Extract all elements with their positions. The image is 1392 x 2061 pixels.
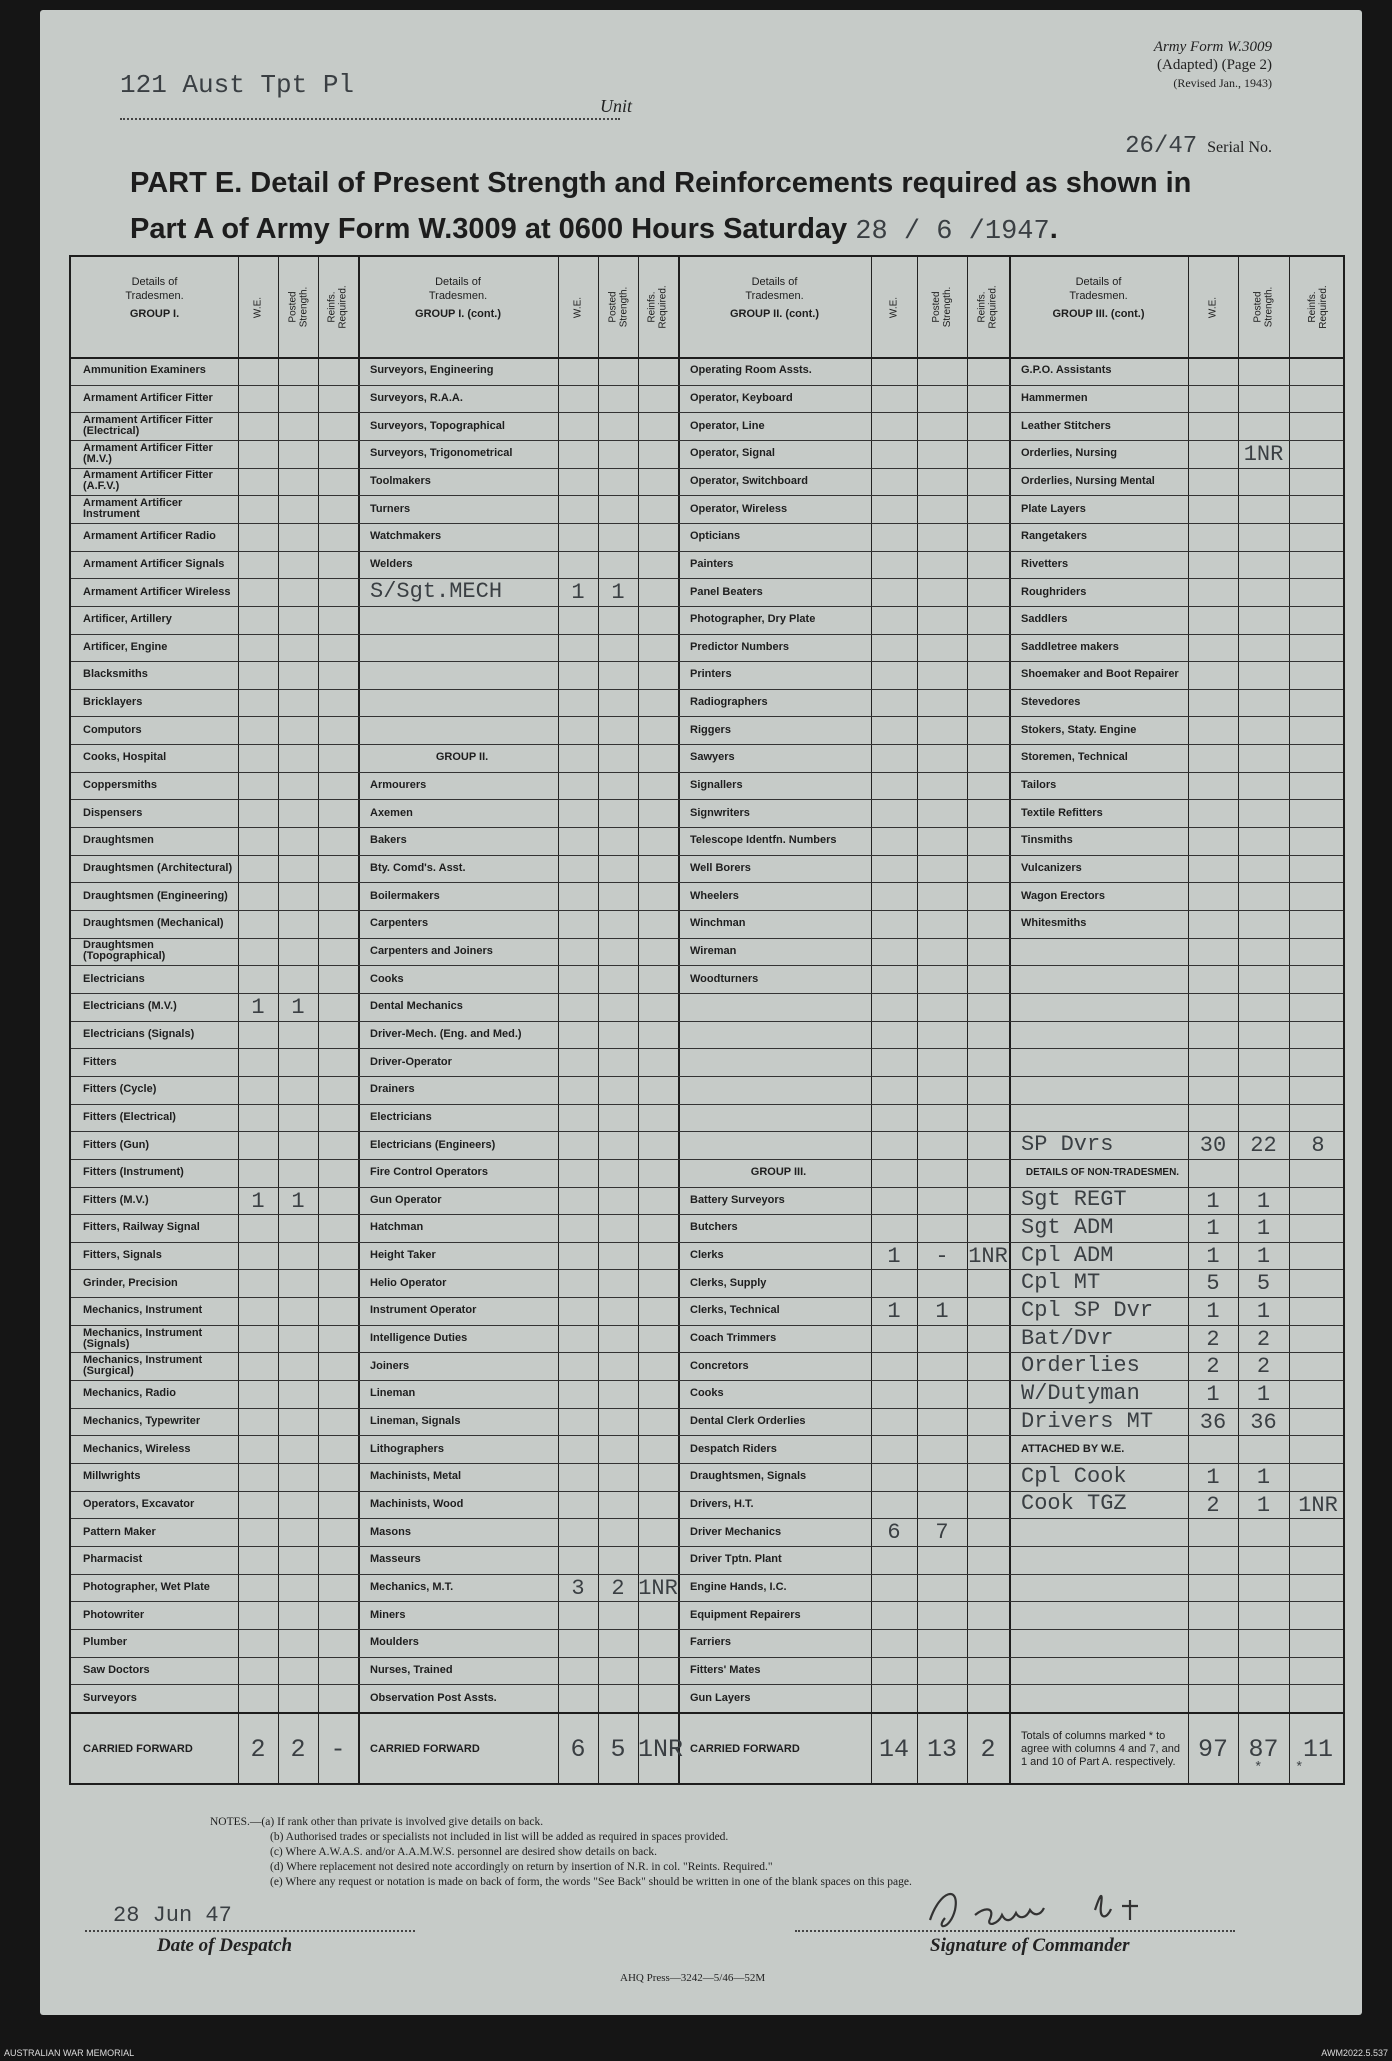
trade-label: Dental Mechanics — [370, 1000, 463, 1013]
strength-value: 36 — [1250, 1409, 1277, 1435]
header-details: Details of Tradesmen. GROUP II. (cont.) — [678, 275, 871, 321]
total-value: 1NR — [638, 1734, 684, 1764]
trade-label: Fire Control Operators — [370, 1166, 488, 1179]
section-heading: GROUP II. — [435, 751, 489, 764]
trade-label: Electricians (Engineers) — [370, 1138, 496, 1151]
header-posted: Posted Strength. — [931, 286, 953, 328]
trade-label: Armament Artificer Fitter — [83, 391, 213, 404]
unit-underline — [120, 118, 620, 120]
trade-label: Stokers, Staty. Engine — [1021, 723, 1137, 736]
trade-label: Surveyors, Topographical — [370, 419, 505, 432]
trade-label: Electricians (M.V.) — [83, 1000, 177, 1013]
strength-value: 2 — [611, 1575, 625, 1601]
trade-label: Coach Trimmers — [690, 1332, 777, 1345]
typed-entry: Cpl ADM — [1021, 1242, 1114, 1268]
typed-entry: Bat/Dvr — [1021, 1325, 1114, 1351]
trade-label: Lithographers — [370, 1442, 444, 1455]
trade-label: Cooks, Hospital — [83, 751, 167, 764]
trade-label: Operator, Switchboard — [690, 474, 808, 487]
trade-label: Electricians — [83, 972, 145, 985]
strength-value: 1NR — [638, 1575, 678, 1601]
carried-forward-label: CARRIED FORWARD — [690, 1742, 800, 1755]
strength-value: 1 — [291, 994, 305, 1020]
trade-label: Battery Surveyors — [690, 1193, 785, 1206]
typed-entry: Cpl MT — [1021, 1270, 1101, 1296]
trade-label: Operators, Excavator — [83, 1497, 195, 1510]
strength-value: 2 — [1206, 1354, 1220, 1380]
trade-label: Draughtsmen (Engineering) — [83, 889, 228, 902]
trade-label: Boilermakers — [370, 889, 440, 902]
total-value: 2 — [290, 1734, 306, 1764]
header-reinfs: Reinfs. Required. — [1307, 285, 1329, 329]
trade-label: Fitters (Cycle) — [83, 1083, 157, 1096]
trade-label: Lineman — [370, 1387, 416, 1400]
header-reinfs: Reinfs. Required. — [327, 285, 350, 329]
strength-value: - — [935, 1243, 949, 1269]
trade-label: Hatchman — [370, 1221, 424, 1234]
trade-label: Sawyers — [690, 751, 735, 764]
despatch-underline — [85, 1930, 415, 1932]
trade-label: Driver Mechanics — [690, 1525, 782, 1538]
strength-value: 3 — [571, 1575, 585, 1601]
total-value: 6 — [570, 1734, 586, 1764]
serial-label: Serial No. — [1207, 139, 1272, 156]
strength-value: 1 — [1206, 1382, 1220, 1408]
trade-label: Moulders — [370, 1636, 419, 1649]
strength-value: 1NR — [968, 1243, 1008, 1269]
trade-label: Photowriter — [83, 1608, 145, 1621]
trade-label: Fitters — [83, 1055, 117, 1068]
trade-label: ATTACHED BY W.E. — [1021, 1442, 1125, 1455]
title-line1: PART E. Detail of Present Strength and Reinforcements required as shown in — [130, 167, 1192, 199]
total-value: 97 — [1197, 1734, 1228, 1764]
strength-value: 6 — [887, 1520, 901, 1546]
typed-entry: Sgt ADM — [1021, 1214, 1114, 1240]
strength-value: 1 — [1256, 1216, 1271, 1242]
header-reinfs: Reinfs. Required. — [977, 285, 1000, 329]
trade-label: Draughtsmen, Signals — [690, 1470, 807, 1483]
trade-label: Blacksmiths — [83, 668, 148, 681]
header-details: Details of Tradesmen. GROUP I. (cont.) — [358, 275, 558, 321]
archive-id: AWM2022.5.537 — [1321, 2048, 1388, 2058]
trade-label: Draughtsmen — [83, 834, 154, 847]
trade-label: Pattern Maker — [83, 1525, 156, 1538]
archive-credit: AUSTRALIAN WAR MEMORIAL — [4, 2048, 135, 2058]
strength-value: 1 — [1206, 1299, 1220, 1325]
trade-label: Turners — [370, 502, 411, 515]
trade-label: Fitters, Railway Signal — [83, 1221, 200, 1234]
trade-label: Fitters (M.V.) — [83, 1193, 149, 1206]
trade-label: Fitters (Gun) — [83, 1138, 149, 1151]
trade-label: Mechanics, Typewriter — [83, 1415, 201, 1427]
trade-label: Fitters (Electrical) — [83, 1110, 176, 1123]
trade-label: Clerks, Supply — [690, 1276, 767, 1289]
trade-label: Electricians — [370, 1110, 432, 1123]
trade-label: Mechanics, Instrument (Surgical) — [83, 1354, 203, 1378]
trade-label: Bricklayers — [83, 696, 143, 709]
trade-label: Operator, Keyboard — [690, 391, 793, 404]
trade-label: Woodturners — [690, 972, 759, 985]
trade-label: Telescope Identfn. Numbers — [690, 834, 837, 847]
despatch-date-value: 28 Jun 47 — [113, 1903, 232, 1928]
carried-forward-label: CARRIED FORWARD — [370, 1742, 480, 1755]
header-posted: Posted Strength. — [607, 286, 630, 328]
trade-label: Clerks, Technical — [690, 1304, 780, 1317]
strength-value: 5 — [1206, 1271, 1220, 1297]
signature-underline — [795, 1930, 1235, 1932]
strength-value: 1 — [887, 1243, 901, 1269]
strength-value: 1 — [251, 994, 265, 1020]
trade-label: Hammermen — [1021, 391, 1088, 404]
typed-entry: Sgt REGT — [1021, 1187, 1127, 1213]
total-value: 13 — [926, 1734, 957, 1764]
trade-label: Photographer, Wet Plate — [83, 1580, 210, 1593]
trade-label: Coppersmiths — [83, 779, 157, 792]
trade-label: Despatch Riders — [690, 1442, 777, 1455]
strength-value: 1 — [611, 580, 625, 606]
strength-value: 1NR — [1298, 1492, 1338, 1518]
trade-label: Surveyors, R.A.A. — [370, 391, 463, 404]
trade-label: Drivers, H.T. — [690, 1497, 754, 1510]
trade-label: Operating Room Assts. — [690, 364, 812, 377]
strength-value: 1 — [1206, 1243, 1220, 1269]
trade-label: Masseurs — [370, 1553, 421, 1566]
note-c: (c) Where A.W.A.S. and/or A.A.M.W.S. personnel are desired show details on back. — [270, 1846, 657, 1858]
note-a: NOTES.—(a) If rank other than private is involved give details on back. — [210, 1816, 544, 1828]
total-star-marker: * — [1295, 1759, 1304, 1776]
trade-label: Intelligence Duties — [370, 1332, 468, 1345]
strength-value: 1 — [1256, 1188, 1271, 1214]
header-details: Details of Tradesmen. GROUP III. (cont.) — [1009, 275, 1188, 321]
strength-value: 1 — [571, 580, 585, 606]
carried-forward-label: CARRIED FORWARD — [83, 1742, 193, 1755]
trade-label: Engine Hands, I.C. — [690, 1580, 787, 1593]
trade-label: Rangetakers — [1021, 530, 1088, 543]
header-group-title: GROUP I. — [129, 308, 180, 320]
strength-value: 1 — [1256, 1465, 1271, 1490]
total-star-marker: * — [1254, 1759, 1263, 1776]
trade-label: Riggers — [690, 723, 731, 736]
strength-value: 1 — [1206, 1465, 1220, 1490]
header-posted: Posted Strength. — [287, 286, 310, 328]
trade-label: Opticians — [690, 530, 741, 543]
trade-label: Driver-Mech. (Eng. and Med.) — [370, 1027, 522, 1040]
trade-label: Joiners — [370, 1359, 410, 1372]
trade-label: Textile Refitters — [1021, 806, 1103, 819]
trade-label: G.P.O. Assistants — [1021, 364, 1112, 377]
strength-value: 1 — [251, 1188, 265, 1214]
trade-label: Helio Operator — [370, 1276, 447, 1289]
total-value: 2 — [980, 1734, 996, 1764]
typed-entry: Orderlies — [1021, 1353, 1140, 1379]
totals-note: Totals of columns marked * to agree with columns 4 and 7, and 1 and 10 of Part A. respectively. — [1021, 1729, 1180, 1768]
trade-label: Tailors — [1021, 779, 1057, 792]
strength-value: 36 — [1199, 1409, 1227, 1435]
strength-value: 5 — [1256, 1271, 1271, 1297]
strength-value: 1 — [291, 1188, 305, 1214]
serial-number — [1125, 133, 1272, 160]
total-value: 5 — [610, 1734, 626, 1764]
trade-label: Whitesmiths — [1021, 917, 1087, 930]
header-details: Details of Tradesmen. GROUP I. — [71, 275, 238, 321]
trade-label: Plumber — [83, 1636, 128, 1649]
unit-value: 121 Aust Tpt Pl — [120, 70, 355, 100]
trade-label: Miners — [370, 1608, 406, 1621]
trade-label: Draughtsmen (Architectural) — [83, 862, 233, 874]
section-heading: DETAILS OF NON-TRADESMEN. — [1025, 1167, 1180, 1179]
trade-label: Operator, Wireless — [690, 502, 788, 515]
trade-label: Operator, Line — [690, 419, 765, 432]
trade-label: Ammunition Examiners — [83, 364, 206, 377]
strength-value: 8 — [1311, 1133, 1325, 1159]
trade-label: Stevedores — [1021, 696, 1081, 709]
trade-label: Saw Doctors — [83, 1663, 150, 1676]
strength-value: 1 — [1206, 1188, 1220, 1214]
trade-label: Carpenters — [370, 917, 429, 930]
form-line2: (Adapted) (Page 2) — [1157, 57, 1272, 73]
strength-value: 1 — [1256, 1299, 1271, 1325]
trade-label: Storemen, Technical — [1021, 751, 1128, 764]
typed-entry: Cook TGZ — [1021, 1491, 1127, 1517]
trade-label: Axemen — [370, 806, 413, 819]
trade-label: Operator, Signal — [690, 447, 775, 460]
trade-label: Shoemaker and Boot Repairer — [1021, 668, 1179, 681]
trade-label: Mechanics, Instrument (Signals) — [83, 1326, 203, 1350]
trade-label: Pharmacist — [83, 1553, 143, 1566]
header-posted: Posted Strength. — [1252, 286, 1275, 328]
strength-value: 1 — [935, 1299, 949, 1325]
trade-label: Armament Artificer Fitter (Electrical) — [83, 414, 213, 438]
strength-value: 1 — [1256, 1492, 1271, 1518]
trade-label: Radiographers — [690, 696, 768, 709]
trade-label: Cooks — [370, 972, 404, 985]
trade-label: Vulcanizers — [1021, 862, 1082, 874]
total-value: 11 — [1302, 1734, 1333, 1764]
header-group-title: GROUP I. (cont.) — [415, 308, 501, 320]
press-code: AHQ Press—3242—5/46—52M — [620, 1972, 766, 1984]
trade-label: Equipment Repairers — [690, 1608, 801, 1621]
trade-label: Concretors — [690, 1359, 749, 1372]
title-year-digit: 7 — [1033, 217, 1050, 247]
trade-label: Tinsmiths — [1021, 834, 1073, 847]
title-line2: Part A of Army Form W.3009 at 0600 Hours Saturday — [130, 213, 848, 245]
trade-label: Mechanics, Wireless — [83, 1442, 191, 1455]
trade-label: Artificer, Engine — [83, 640, 168, 653]
row-line — [71, 1076, 1343, 1077]
total-value: 2 — [250, 1734, 266, 1764]
trade-label: Surveyors, Trigonometrical — [370, 447, 513, 460]
trade-label: Painters — [690, 557, 734, 570]
trade-label: Surveyors — [83, 1691, 137, 1704]
strength-value: 1NR — [1243, 441, 1284, 467]
trade-label: Farriers — [690, 1636, 731, 1649]
strength-value: 1 — [1256, 1382, 1271, 1408]
strength-value: 7 — [935, 1520, 949, 1546]
strength-value: 2 — [1256, 1354, 1271, 1380]
trade-label: Watchmakers — [370, 530, 442, 543]
trade-label: Toolmakers — [370, 474, 431, 487]
trade-label: Signwriters — [690, 806, 750, 819]
trade-label: Bakers — [370, 834, 407, 847]
trade-label: Fitters (Instrument) — [83, 1166, 184, 1179]
trade-label: Printers — [690, 668, 732, 681]
trade-label: Electricians (Signals) — [83, 1027, 195, 1040]
trade-label: Gun Operator — [370, 1193, 442, 1206]
trade-label: Dental Clerk Orderlies — [690, 1415, 806, 1427]
header-we: W.E. — [1207, 296, 1219, 318]
trade-label: Carpenters and Joiners — [370, 944, 493, 957]
trade-label: Draughtsmen (Mechanical) — [83, 917, 224, 930]
trade-label: Orderlies, Nursing Mental — [1021, 474, 1155, 487]
header-we: W.E. — [252, 296, 264, 318]
trade-label: Photographer, Dry Plate — [690, 613, 816, 626]
form-line1: Army Form W.3009 — [1153, 39, 1272, 55]
serial-value: 26/47 — [1125, 133, 1198, 160]
strength-table — [69, 255, 1345, 1785]
trade-label: Saddlers — [1021, 613, 1068, 626]
trade-label: Mechanics, M.T. — [370, 1580, 454, 1593]
despatch-label: Date of Despatch — [157, 1935, 293, 1956]
trade-label: Saddletree makers — [1021, 640, 1119, 653]
trade-label: Draughtsmen (Topographical) — [83, 939, 166, 963]
trade-label: Driver Tptn. Plant — [690, 1553, 782, 1566]
form-identifier — [1154, 38, 1272, 92]
trade-label: Armament Artificer Fitter (M.V.) — [83, 441, 213, 465]
typed-entry: Cpl SP Dvr — [1021, 1297, 1154, 1323]
total-value: - — [330, 1734, 346, 1764]
trade-label: Nurses, Trained — [370, 1663, 453, 1676]
trade-label: Armament Artificer Instrument — [83, 497, 183, 521]
trade-label: Armament Artificer Wireless — [83, 585, 231, 598]
trade-label: Mechanics, Radio — [83, 1387, 176, 1400]
strength-value: 1 — [1256, 1243, 1271, 1269]
trade-label: Roughriders — [1021, 585, 1087, 598]
trade-label: Winchman — [690, 917, 746, 930]
trade-label: Welders — [370, 557, 413, 570]
strength-value: 2 — [1206, 1492, 1220, 1518]
strength-value: 2 — [1256, 1326, 1271, 1352]
trade-label: Well Borers — [690, 862, 751, 874]
trade-label: Wireman — [690, 944, 737, 957]
trade-label: Millwrights — [83, 1470, 141, 1483]
trade-label: Observation Post Assts. — [370, 1691, 497, 1704]
trade-label: Armourers — [370, 779, 427, 792]
typed-entry: Cpl Cook — [1021, 1463, 1127, 1489]
trade-label: Butchers — [690, 1221, 738, 1234]
trade-label: Armament Artificer Fitter (A.F.V.) — [83, 469, 213, 493]
trade-label: Plate Layers — [1021, 502, 1086, 515]
note-d: (d) Where replacement not desired note accordingly on return by insertion of N.R. in col. "Reints. Required." — [270, 1861, 773, 1873]
trade-label: Leather Stitchers — [1021, 419, 1111, 432]
trade-label: Fitters, Signals — [83, 1249, 162, 1262]
typed-entry: Drivers MT — [1021, 1408, 1154, 1434]
trade-label: Clerks — [690, 1249, 724, 1262]
row-line — [71, 1048, 1343, 1049]
trade-label: Gun Layers — [690, 1691, 751, 1704]
trade-label: Height Taker — [370, 1249, 436, 1262]
notes-block — [210, 1815, 912, 1890]
trade-label: Fitters' Mates — [690, 1663, 761, 1676]
trade-label: Panel Beaters — [690, 585, 763, 598]
form-title: PART E. Detail of Present Strength and Reinforcements required as shown in Part A of Army Form W.3009 at 0600 Hours Saturday 28 / 6 /1947. — [130, 160, 1290, 255]
title-date: 28 / 6 /194 — [855, 217, 1034, 247]
trade-label: Bty. Comd's. Asst. — [370, 862, 466, 874]
header-we: W.E. — [572, 296, 584, 318]
trade-label: Dispensers — [83, 806, 143, 819]
trade-label: Wagon Erectors — [1021, 889, 1105, 902]
strength-value: 2 — [1206, 1326, 1220, 1352]
row-line — [71, 1104, 1343, 1105]
strength-value: 30 — [1199, 1133, 1227, 1159]
trade-label: Lineman, Signals — [370, 1415, 461, 1427]
trade-label: Armament Artificer Signals — [83, 557, 225, 570]
trade-label: Drainers — [370, 1083, 415, 1096]
trade-label: Signallers — [690, 779, 743, 792]
form-line3: (Revised Jan., 1943) — [1173, 76, 1272, 90]
trade-label: Surveyors, Engineering — [370, 364, 494, 377]
trade-label: Wheelers — [690, 889, 739, 902]
total-value: 14 — [878, 1734, 909, 1764]
trade-label: Cooks — [690, 1387, 724, 1400]
unit-label: Unit — [600, 96, 633, 116]
trade-label: Machinists, Metal — [370, 1470, 462, 1483]
trade-label: Computors — [83, 723, 142, 736]
trade-label: Machinists, Wood — [370, 1497, 464, 1510]
total-value: 87 — [1248, 1734, 1279, 1764]
trade-label: Artificer, Artillery — [83, 613, 172, 626]
note-b: (b) Authorised trades or specialists not included in list will be added as required in spaces provided. — [270, 1831, 729, 1843]
trade-label: Predictor Numbers — [690, 640, 790, 653]
trade-label: Mechanics, Instrument — [83, 1304, 203, 1317]
header-group-title: GROUP II. (cont.) — [729, 308, 820, 320]
trade-label: Masons — [370, 1525, 411, 1538]
typed-entry: W/Dutyman — [1021, 1380, 1140, 1406]
trade-label: Rivetters — [1021, 557, 1069, 570]
trade-label: Instrument Operator — [370, 1304, 477, 1317]
strength-value: 1 — [1206, 1216, 1220, 1242]
strength-value: 22 — [1250, 1133, 1277, 1159]
trade-label: Orderlies, Nursing — [1021, 447, 1117, 460]
header-group-title: GROUP III. (cont.) — [1052, 308, 1145, 320]
strength-value: 1 — [887, 1299, 901, 1325]
trade-label: Armament Artificer Radio — [83, 530, 216, 543]
signature-label: Signature of Commander — [930, 1935, 1130, 1956]
typed-entry: SP Dvrs — [1021, 1132, 1114, 1157]
note-e: (e) Where any request or notation is made on back of form, the words "See Back" should be written in one of the blank spaces on this page. — [270, 1876, 912, 1888]
trade-label: Driver-Operator — [370, 1055, 452, 1068]
header-we: W.E. — [888, 296, 900, 318]
typed-entry: S/Sgt.MECH — [370, 579, 503, 604]
trade-label: Grinder, Precision — [83, 1276, 178, 1289]
header-reinfs: Reinfs. Required. — [647, 285, 670, 329]
section-heading: GROUP III. — [750, 1166, 807, 1179]
